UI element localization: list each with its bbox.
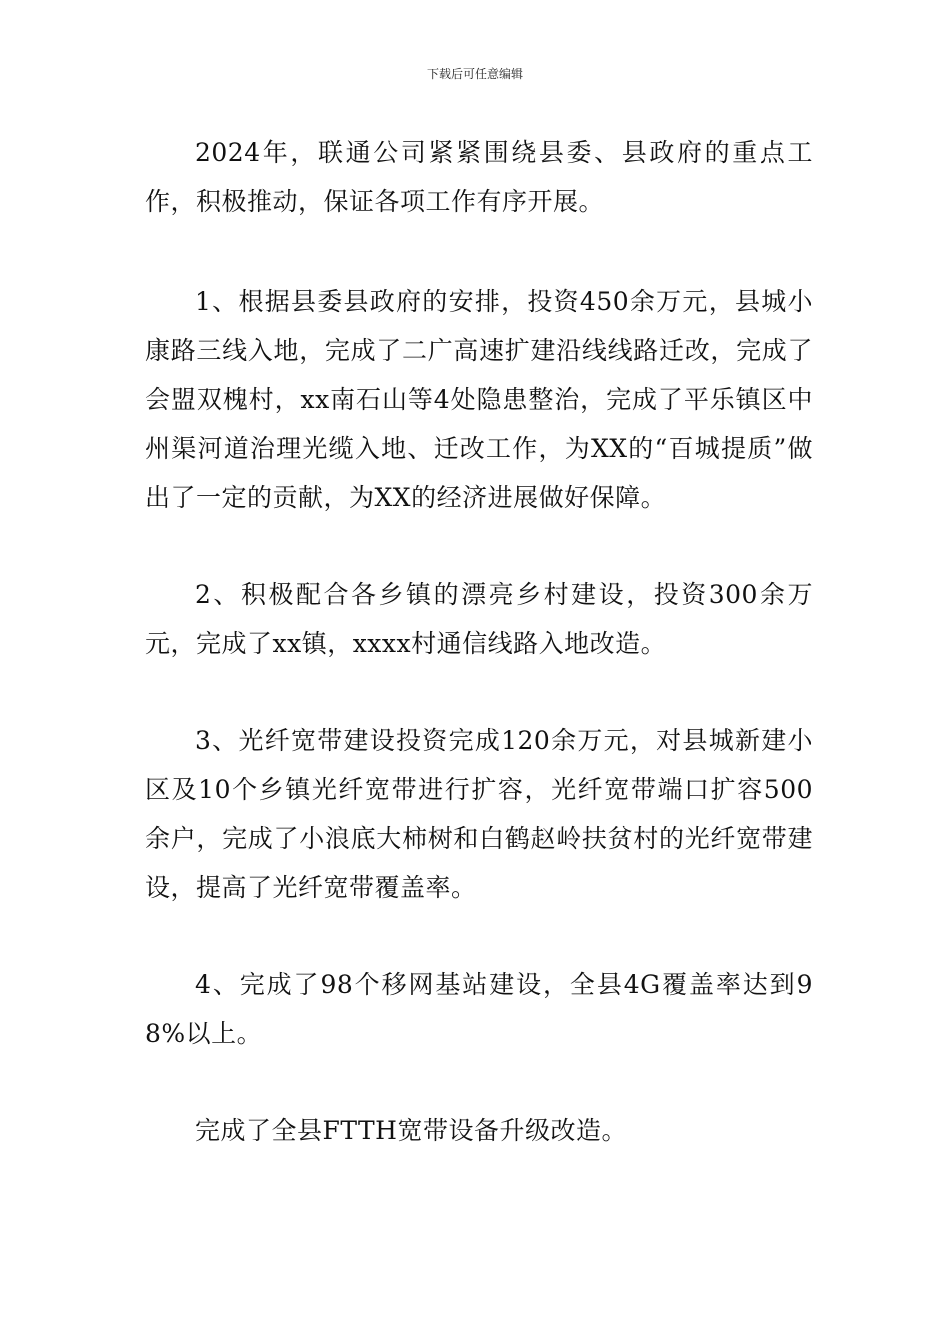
paragraph-spacer	[145, 1058, 813, 1106]
item-2-paragraph: 2、积极配合各乡镇的漂亮乡村建设，投资300余万元，完成了xx镇，xxxx村通信线路入地改造。	[145, 580, 813, 658]
item-1-paragraph: 1、根据县委县政府的安排，投资450余万元，县城小康路三线入地，完成了二广高速扩建沿线线路迁改，完成了会盟双槐村，xx南石山等4处隐患整治，完成了平乐镇区中州渠河道治理光缆入地、迁改工作，为XX的“百城提质”做出了一定的贡献，为XX的经济进展做好保障。	[145, 287, 813, 512]
closing-paragraph: 完成了全县FTTH宽带设备升级改造。	[195, 1116, 627, 1145]
page-header: 下载后可任意编辑	[426, 67, 523, 81]
paragraph-spacer	[145, 226, 813, 277]
paragraph-spacer	[145, 912, 813, 960]
item-4-paragraph: 4、完成了98个移网基站建设，全县4G覆盖率达到98%以上。	[145, 970, 813, 1048]
intro-paragraph: 2024年，联通公司紧紧围绕县委、县政府的重点工作，积极推动，保证各项工作有序开展。	[145, 138, 813, 216]
paragraph-spacer	[145, 668, 813, 716]
item-3-paragraph: 3、光纤宽带建设投资完成120余万元，对县城新建小区及10个乡镇光纤宽带进行扩容，光纤宽带端口扩容500余户，完成了小浪底大柿树和白鹤赵岭扶贫村的光纤宽带建设，提高了光纤宽带覆盖率。	[145, 726, 813, 902]
paragraph-spacer	[145, 522, 813, 570]
document-body	[145, 128, 813, 1155]
